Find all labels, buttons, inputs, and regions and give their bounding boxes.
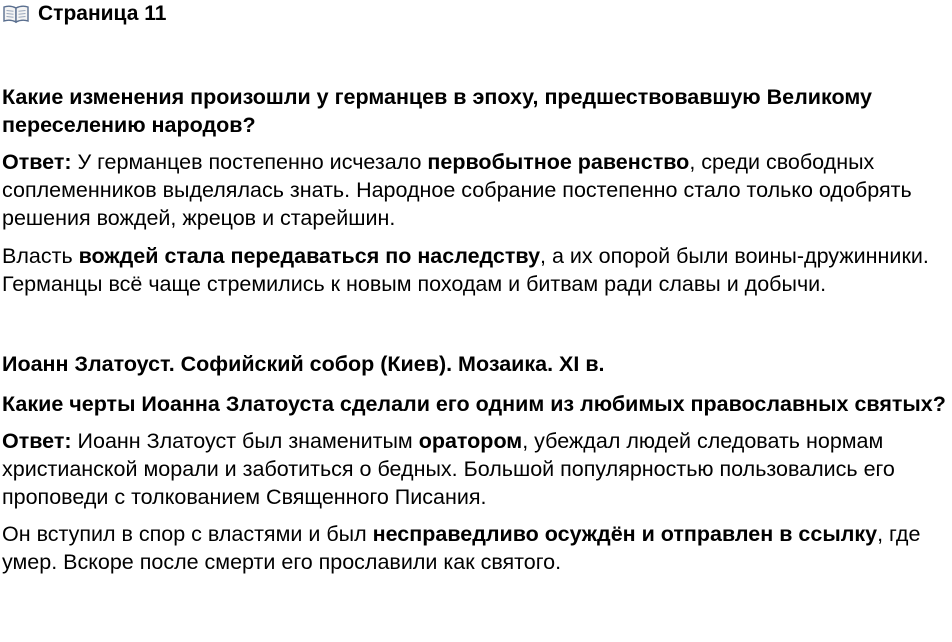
paragraph-emphasis: вождей стала передаваться по наследству [78,244,541,268]
answer-2 [2,427,952,511]
answer-emphasis: оратором [418,429,523,453]
question-2: Какие черты Иоанна Златоуста сделали его одним из любимых православных святых? [2,392,946,416]
answer-text: , среди свободных соплеменников выделялась знать. Народное собрание постепенно стало только одобрять решения вождей, жрецов и старейшин. [2,150,912,230]
paragraph-emphasis: несправедливо осуждён и отправлен в ссылку [372,522,878,546]
answer-text: У германцев постепенно исчезало [71,150,428,174]
document-page [2,0,952,576]
open-book-icon [2,4,30,24]
paragraph-1b [2,242,952,298]
paragraph-text: Он вступил в спор с властями и был [2,522,373,546]
answer-emphasis: первобытное равенство [427,150,690,174]
paragraph-2b [2,520,952,576]
page-title-text: Страница 11 [38,2,167,25]
answer-text: , убеждал людей следовать нормам христианской морали и заботиться о бедных. Большой популярностью пользовались его проповеди с толкованием Священного Писания. [2,429,895,509]
answer-label: Ответ: [2,429,72,453]
paragraph-text: , а их опорой были воины-дружинники. Германцы всё чаще стремились к новым походам и битвам ради славы и добычи. [2,244,929,296]
image-caption: Иоанн Златоуст. Софийский собор (Киев). Мозаика. XI в. [2,352,605,376]
answer-text: Иоанн Златоуст был знаменитым [71,429,419,453]
answer-label: Ответ: [2,150,72,174]
question-1: Какие изменения произошли у германцев в эпоху, предшествовавшую Великому переселению народов? [2,85,872,137]
paragraph-text: , где умер. Вскоре после смерти его прославили как святого. [2,522,921,574]
page-title [2,0,952,28]
answer-1 [2,148,952,232]
paragraph-text: Власть [2,244,79,268]
